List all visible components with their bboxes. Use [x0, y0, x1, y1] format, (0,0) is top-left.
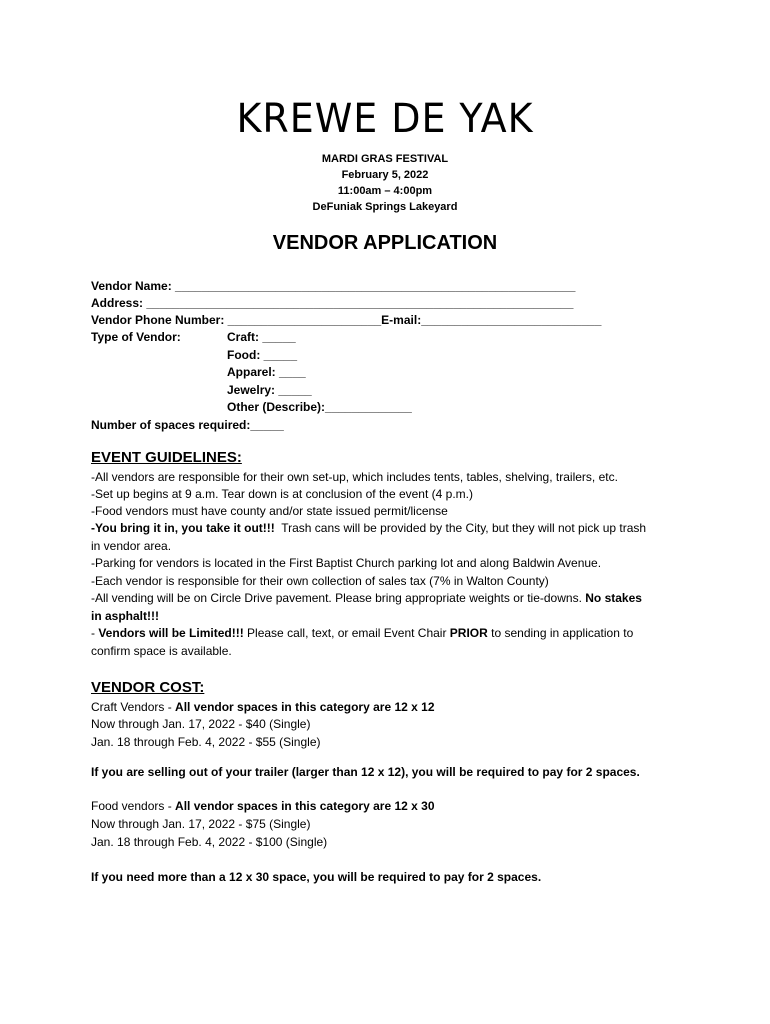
craft-trailer-note: If you are selling out of your trailer (larger than 12 x 12), you will be required to pay for 2 spaces. [91, 765, 640, 779]
event-date: February 5, 2022 [341, 169, 429, 181]
phone-email-field: Vendor Phone Number: _______________________E-mail:___________________________ [91, 313, 602, 327]
craft-vendors-line [91, 700, 435, 714]
guideline-text: - [91, 626, 99, 640]
guideline-emphasis: Vendors will be Limited!!! [98, 626, 244, 640]
guideline-text: to sending in application to [487, 626, 634, 640]
craft-price-late: Jan. 18 through Feb. 4, 2022 - $55 (Single) [91, 735, 321, 749]
food-vendors-line [91, 799, 435, 813]
guideline-line: confirm space is available. [91, 644, 232, 658]
guideline-emphasis: No stakes [585, 591, 642, 605]
cost-heading: VENDOR COST: [91, 679, 205, 696]
guideline-line [91, 609, 159, 623]
guideline-line: -All vendors are responsible for their own set-up, which includes tents, tables, shelving, trailers, etc. [91, 470, 618, 484]
food-space-note: If you need more than a 12 x 30 space, you will be required to pay for 2 spaces. [91, 870, 542, 884]
food-label: Food vendors - [91, 799, 176, 813]
vendor-type-other: Other (Describe):_____________ [227, 400, 412, 414]
guideline-text: -All vending will be on Circle Drive pavement. Please bring appropriate weights or tie-downs. [91, 591, 586, 605]
event-location: DeFuniak Springs Lakeyard [312, 201, 458, 213]
spaces-required-field: Number of spaces required:_____ [91, 418, 284, 432]
food-price-early: Now through Jan. 17, 2022 - $75 (Single) [91, 817, 311, 831]
guideline-line: in vendor area. [91, 539, 172, 553]
vendor-type-apparel: Apparel: ____ [227, 365, 306, 379]
guideline-emphasis: -You bring it in, you take it out!!! [91, 521, 275, 535]
application-title: VENDOR APPLICATION [272, 232, 498, 254]
vendor-name-field: Vendor Name: ____________________________________________________________ [91, 279, 576, 293]
craft-space-size: All vendor spaces in this category are 12 x 12 [175, 700, 435, 714]
document-title: KREWE DE YAK [236, 96, 534, 142]
guideline-line: -Each vendor is responsible for their own collection of sales tax (7% in Walton County) [91, 574, 549, 588]
guideline-line: -Set up begins at 9 a.m. Tear down is at conclusion of the event (4 p.m.) [91, 487, 473, 501]
guideline-text: Please call, text, or email Event Chair [243, 626, 450, 640]
event-time: 11:00am – 4:00pm [337, 185, 433, 197]
guideline-line [91, 591, 642, 605]
guideline-emphasis: in asphalt!!! [91, 609, 159, 623]
event-name: MARDI GRAS FESTIVAL [321, 153, 449, 165]
guidelines-heading: EVENT GUIDELINES: [91, 449, 242, 466]
craft-label: Craft Vendors - [91, 700, 176, 714]
vendor-type-label: Type of Vendor: [91, 330, 181, 344]
guideline-line: -Food vendors must have county and/or state issued permit/license [91, 504, 448, 518]
guideline-line: -Parking for vendors is located in the First Baptist Church parking lot and along Baldwin Avenue. [91, 556, 602, 570]
guideline-text: Trash cans will be provided by the City, but they will not pick up trash [274, 521, 647, 535]
vendor-type-craft: Craft: _____ [227, 330, 296, 344]
vendor-type-food: Food: _____ [227, 348, 298, 362]
food-price-late: Jan. 18 through Feb. 4, 2022 - $100 (Single) [91, 835, 328, 849]
craft-price-early: Now through Jan. 17, 2022 - $40 (Single) [91, 717, 311, 731]
guideline-line [91, 626, 633, 640]
guideline-line [91, 521, 646, 535]
guideline-emphasis: PRIOR [449, 626, 488, 640]
address-field: Address: ________________________________________________________________ [91, 296, 574, 310]
food-space-size: All vendor spaces in this category are 12 x 30 [175, 799, 435, 813]
vendor-type-jewelry: Jewelry: _____ [227, 383, 312, 397]
